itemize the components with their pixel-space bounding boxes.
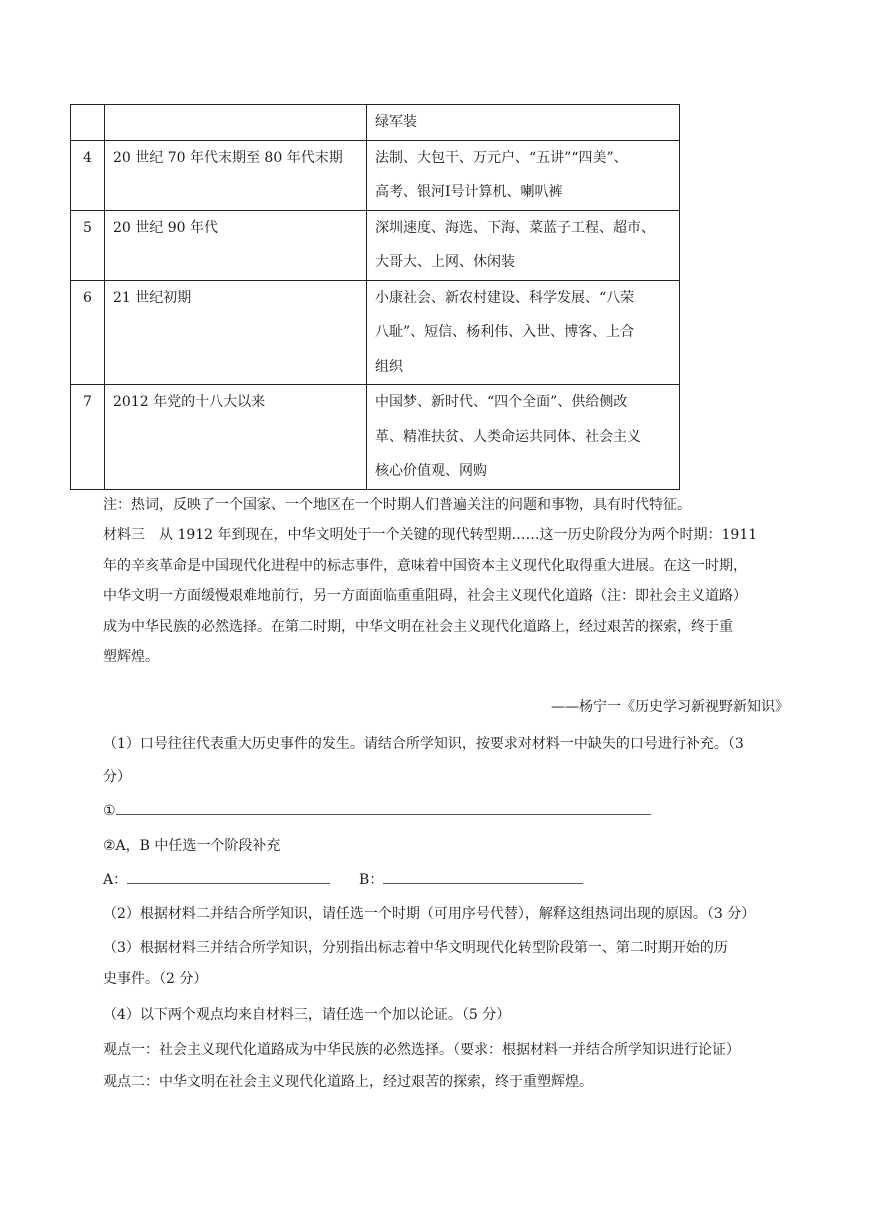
answer-blank-b[interactable] <box>383 869 583 884</box>
row-hot-words <box>367 105 680 141</box>
hot-words-line: 高考、银河Ⅰ号计算机、喇叭裤 <box>375 184 563 200</box>
blank-b-label: B： <box>359 872 384 888</box>
row-hot-words <box>367 385 680 490</box>
row-number: 7 <box>71 385 105 490</box>
hot-words-line: 法制、大包干、万元户、“五讲”“四美”、 <box>375 149 628 166</box>
material-three-line: 成为中华民族的必然选择。在第二时期，中华文明在社会主义现代化道路上，经过艰苦的探索，终于重 <box>103 618 733 635</box>
question-1-sub-2: ②A，B 中任选一个阶段补充 <box>103 838 281 854</box>
material-three-source: ——杨宁一《历史学习新视野新知识》 <box>551 699 789 715</box>
hot-words-line: 大哥大、上网、休闲装 <box>375 254 515 270</box>
table-row <box>71 280 680 385</box>
hot-words-line: 革、精准扶贫、人类命运共同体、社会主义 <box>375 428 641 445</box>
hot-words-line: 小康社会、新农村建设、科学发展、“八荣 <box>375 289 635 306</box>
row-era <box>105 105 367 141</box>
row-era: 20 世纪 90 年代 <box>105 210 367 280</box>
row-era: 21 世纪初期 <box>105 280 367 385</box>
material-three-line: 中华文明一方面缓慢艰难地前行，另一方面面临重重阻碍，社会主义现代化道路（注：即社会主义道路） <box>103 588 747 604</box>
blank-1-label: ① <box>103 803 116 819</box>
blank-a-label: A： <box>103 872 128 888</box>
answer-blank-1[interactable] <box>116 800 651 815</box>
question-1-ab-row <box>103 869 583 889</box>
hot-words-table <box>70 104 680 490</box>
row-hot-words <box>367 140 680 210</box>
row-era: 20 世纪 70 年代末期至 80 年代末期 <box>105 140 367 210</box>
question-1-blank-1-row <box>103 800 651 819</box>
row-hot-words <box>367 210 680 280</box>
question-3-line-2: 史事件。（2 分） <box>103 971 208 987</box>
question-3-line-1: （3）根据材料三并结合所学知识，分别指出标志着中华文明现代化转型阶段第一、第二时期开始的历 <box>103 940 728 956</box>
hot-words-line: 中国梦、新时代、“四个全面”、供给侧改 <box>375 394 628 410</box>
question-2: （2）根据材料二并结合所学知识，请任选一个时期（可用序号代替），解释这组热词出现的原因。（3 分） <box>103 906 756 922</box>
hot-words-line: 深圳速度、海选、下海、菜蓝子工程、超市、 <box>375 219 655 236</box>
hot-words-line: 组织 <box>375 358 403 375</box>
row-hot-words <box>367 280 680 385</box>
table-row <box>71 105 680 141</box>
question-1-line-2: 分） <box>103 769 131 785</box>
material-three <box>103 520 793 673</box>
hot-words-line: 八耻”、短信、杨利伟、入世、博客、上合 <box>375 324 635 340</box>
answer-blank-a[interactable] <box>127 869 330 884</box>
row-number: 6 <box>71 280 105 385</box>
row-number <box>71 105 105 141</box>
row-number: 5 <box>71 210 105 280</box>
hot-words-line: 核心价值观、网购 <box>375 463 487 479</box>
hot-words-line: 绿军装 <box>375 114 417 130</box>
viewpoint-2: 观点二：中华文明在社会主义现代化道路上，经过艰苦的探索，终于重塑辉煌。 <box>103 1074 593 1090</box>
table-row <box>71 385 680 490</box>
material-three-line: 塑辉煌。 <box>103 649 159 665</box>
question-1-line-1: （1）口号往往代表重大历史事件的发生。请结合所学知识，按要求对材料一中缺失的口号进行补充。（3 <box>103 736 744 752</box>
table-row <box>71 210 680 280</box>
table-row <box>71 140 680 210</box>
question-4: （4）以下两个观点均来自材料三，请任选一个加以论证。（5 分） <box>103 1007 511 1023</box>
row-era: 2012 年党的十八大以来 <box>105 385 367 490</box>
row-number: 4 <box>71 140 105 210</box>
table-note: 注：热词，反映了一个国家、一个地区在一个时期人们普遍关注的问题和事物，具有时代特征。 <box>103 497 691 513</box>
material-three-line: 年的辛亥革命是中国现代化进程中的标志事件，意味着中国资本主义现代化取得重大进展。在这一时期， <box>103 557 747 574</box>
material-three-line: 材料三 从 1912 年到现在，中华文明处于一个关键的现代转型期……这一历史阶段分为两个时期：1911 <box>103 527 758 543</box>
viewpoint-1: 观点一：社会主义现代化道路成为中华民族的必然选择。（要求：根据材料一并结合所学知识进行论证） <box>103 1042 740 1058</box>
